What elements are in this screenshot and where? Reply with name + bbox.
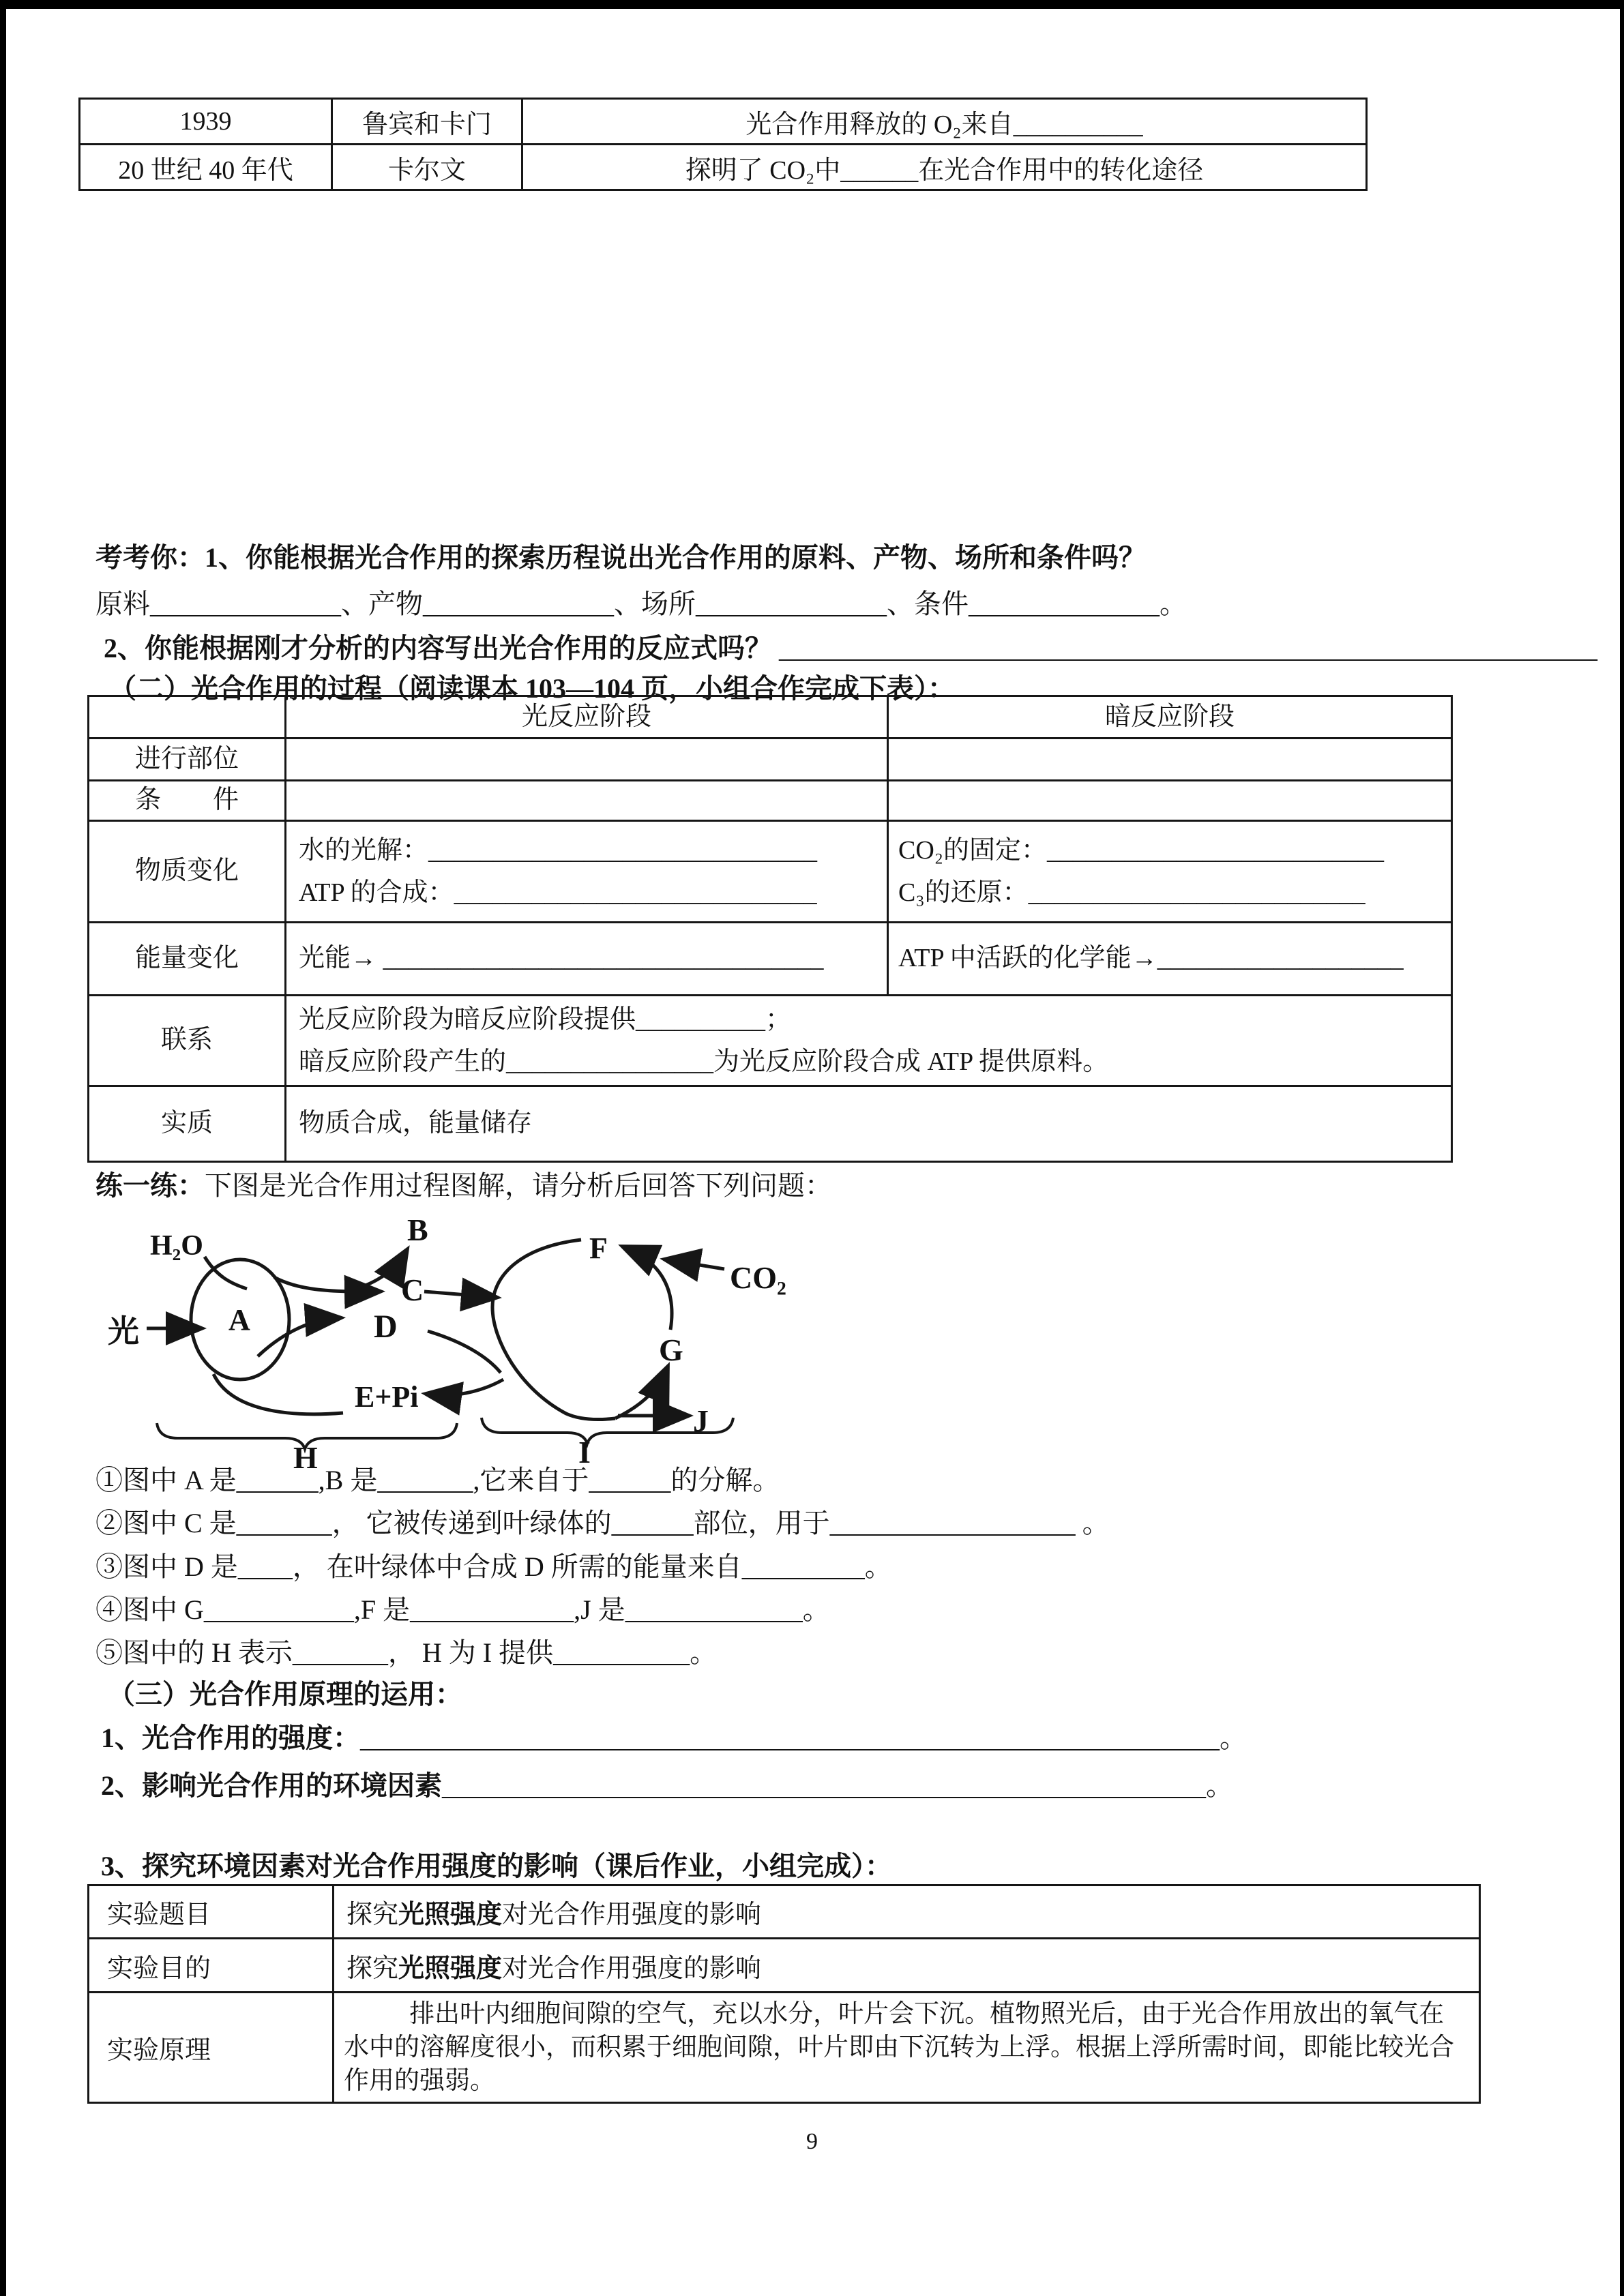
table-row xyxy=(80,99,1367,145)
table-row xyxy=(89,696,1452,739)
label-c: C xyxy=(401,1272,424,1307)
co2-arrow xyxy=(670,1260,724,1269)
label-h2o: H₂O xyxy=(150,1230,203,1262)
process-condition-label: 条 件 xyxy=(89,781,286,821)
table-row xyxy=(89,781,1452,821)
process-header-light: 光反应阶段 xyxy=(286,696,888,739)
calvin-left-arc xyxy=(492,1240,615,1420)
history-finding: 探明了 CO₂中______在光合作用中的转化途径 xyxy=(522,145,1367,190)
section2-title: （二）光合作用的过程（阅读课本 103—104 页，小组合作完成下表）： xyxy=(109,673,955,704)
table-row xyxy=(89,923,1452,996)
label-i: I xyxy=(578,1435,591,1470)
label-light: 光 xyxy=(108,1314,139,1349)
practice-label: 练一练： xyxy=(95,1170,205,1201)
section3-title: （三）光合作用原理的运用： xyxy=(108,1679,462,1710)
process-header-empty xyxy=(89,696,286,739)
history-year: 20 世纪 40 年代 xyxy=(80,145,332,190)
g-arrow xyxy=(615,1371,666,1418)
c-to-cycle-arrow xyxy=(424,1292,492,1297)
d-to-cycle-curve xyxy=(428,1331,501,1373)
label-f: F xyxy=(589,1232,608,1265)
section3-item2-label: 2、影响光合作用的环境因素 xyxy=(101,1770,442,1801)
table-row xyxy=(80,145,1367,190)
history-year: 1939 xyxy=(80,99,332,145)
table-row xyxy=(89,1993,1480,2103)
process-energy-light: 光能→ __________________________________ xyxy=(286,923,888,996)
table-row xyxy=(89,1086,1452,1162)
label-g: G xyxy=(659,1332,683,1367)
question-5: ⑤图中的 H 表示_______， H 为 I 提供__________。 xyxy=(95,1637,718,1668)
history-table xyxy=(78,98,1368,191)
experiment-purpose-content: 探究光照强度对光合作用强度的影响 xyxy=(334,1939,1480,1993)
process-relation-content: 光反应阶段为暗反应阶段提供__________； 暗反应阶段产生的________________为光反应阶段合成 ATP 提供原料。 xyxy=(286,996,1452,1086)
history-finding: 光合作用释放的 O₂来自__________ xyxy=(522,99,1367,145)
process-matter-label: 物质变化 xyxy=(89,821,286,923)
quiz-question-2-label: 2、你能根据刚才分析的内容写出光合作用的反应式吗？ xyxy=(104,633,779,664)
section3-item1-label: 1、光合作用的强度： xyxy=(101,1723,360,1753)
d-arrow xyxy=(258,1318,336,1356)
section3-item3-title: 3、探究环境因素对光合作用强度的影响（课后作业，小组完成）： xyxy=(101,1851,892,1881)
e-pi-arrow xyxy=(431,1380,503,1395)
process-matter-dark: CO₂的固定：__________________________ C₃的还原：__________________________ xyxy=(888,821,1452,923)
label-b: B xyxy=(407,1217,428,1247)
label-e-pi: E+Pi xyxy=(355,1380,419,1414)
process-condition-dark xyxy=(888,781,1452,821)
section3-item2-blank: ________________________________________________________ xyxy=(442,1770,1206,1801)
section3-item2: 2、影响光合作用的环境因素________________________________________________________。 xyxy=(101,1770,1233,1801)
table-row xyxy=(89,739,1452,781)
photosynthesis-diagram xyxy=(102,1217,894,1478)
quiz-question-2 xyxy=(104,631,1597,666)
experiment-table xyxy=(87,1884,1481,2104)
experiment-purpose-label: 实验目的 xyxy=(89,1939,334,1993)
label-co2: CO₂ xyxy=(730,1260,786,1295)
question-2: ②图中 C 是_______， 它被传递到叶绿体的______部位，用于__________________ 。 xyxy=(95,1508,1110,1538)
question-1: ①图中 A 是______,B 是_______,它来自于______的分解。 xyxy=(95,1465,780,1495)
process-condition-light xyxy=(286,781,888,821)
practice-intro xyxy=(95,1169,832,1203)
f-arrow xyxy=(628,1249,672,1330)
table-row xyxy=(89,1939,1480,1993)
table-row xyxy=(89,996,1452,1086)
process-relation-label: 联系 xyxy=(89,996,286,1086)
process-matter-light: 水的光解：______________________________ ATP 的合成：____________________________ xyxy=(286,821,888,923)
process-essence-label: 实质 xyxy=(89,1086,286,1162)
process-energy-label: 能量变化 xyxy=(89,923,286,996)
experiment-principle-label: 实验原理 xyxy=(89,1993,334,2103)
question-3: ③图中 D 是____， 在叶绿体中合成 D 所需的能量来自_________。 xyxy=(95,1551,892,1582)
table-row xyxy=(89,821,1452,923)
quiz-question-1: 考考你：1、你能根据光合作用的探索历程说出光合作用的原料、产物、场所和条件吗？ xyxy=(95,542,1146,573)
label-j: J xyxy=(693,1403,709,1438)
section3-item1: 1、光合作用的强度：_______________________________________________________________。 xyxy=(101,1723,1247,1753)
process-energy-dark: ATP 中活跃的化学能→___________________ xyxy=(888,923,1452,996)
label-a: A xyxy=(228,1303,250,1337)
experiment-title-label: 实验题目 xyxy=(89,1885,334,1939)
page-edge-top xyxy=(0,0,1624,9)
question-4: ④图中 G___________,F 是____________,J 是_____________。 xyxy=(95,1594,830,1625)
experiment-principle-content: 排出叶内细胞间隙的空气，充以水分，叶片会下沉。植物照光后，由于光合作用放出的氧气在水中的溶解度很小，而积累于细胞间隙，叶片即由下沉转为上浮。根据上浮所需时间，即能比较光合作用的强弱。 xyxy=(334,1993,1480,2103)
process-essence-content: 物质合成，能量储存 xyxy=(286,1086,1452,1162)
history-scientist: 卡尔文 xyxy=(332,145,522,190)
process-site-dark xyxy=(888,739,1452,781)
page-number: 9 xyxy=(806,2129,818,2154)
quiz-fill-line: 原料______________、产物______________、场所______________、条件______________。 xyxy=(95,588,1187,619)
quiz-question-2-blank: ____________________________________________________________ xyxy=(779,633,1597,664)
b-arrow xyxy=(353,1254,404,1289)
label-h: H xyxy=(293,1440,318,1475)
experiment-title-content: 探究光照强度对光合作用强度的影响 xyxy=(334,1885,1480,1939)
process-table xyxy=(87,695,1453,1163)
history-scientist: 鲁宾和卡门 xyxy=(332,99,522,145)
c-arrow xyxy=(274,1277,375,1292)
process-header-dark: 暗反应阶段 xyxy=(888,696,1452,739)
label-d: D xyxy=(374,1309,398,1345)
section3-item1-blank: _______________________________________________________________ xyxy=(360,1723,1220,1753)
page-edge-right xyxy=(1620,0,1624,2296)
table-row xyxy=(89,1885,1480,1939)
process-site-label: 进行部位 xyxy=(89,739,286,781)
process-site-light xyxy=(286,739,888,781)
page-edge-left xyxy=(0,0,6,2296)
practice-desc: 下图是光合作用过程图解，请分析后回答下列问题： xyxy=(205,1170,832,1201)
